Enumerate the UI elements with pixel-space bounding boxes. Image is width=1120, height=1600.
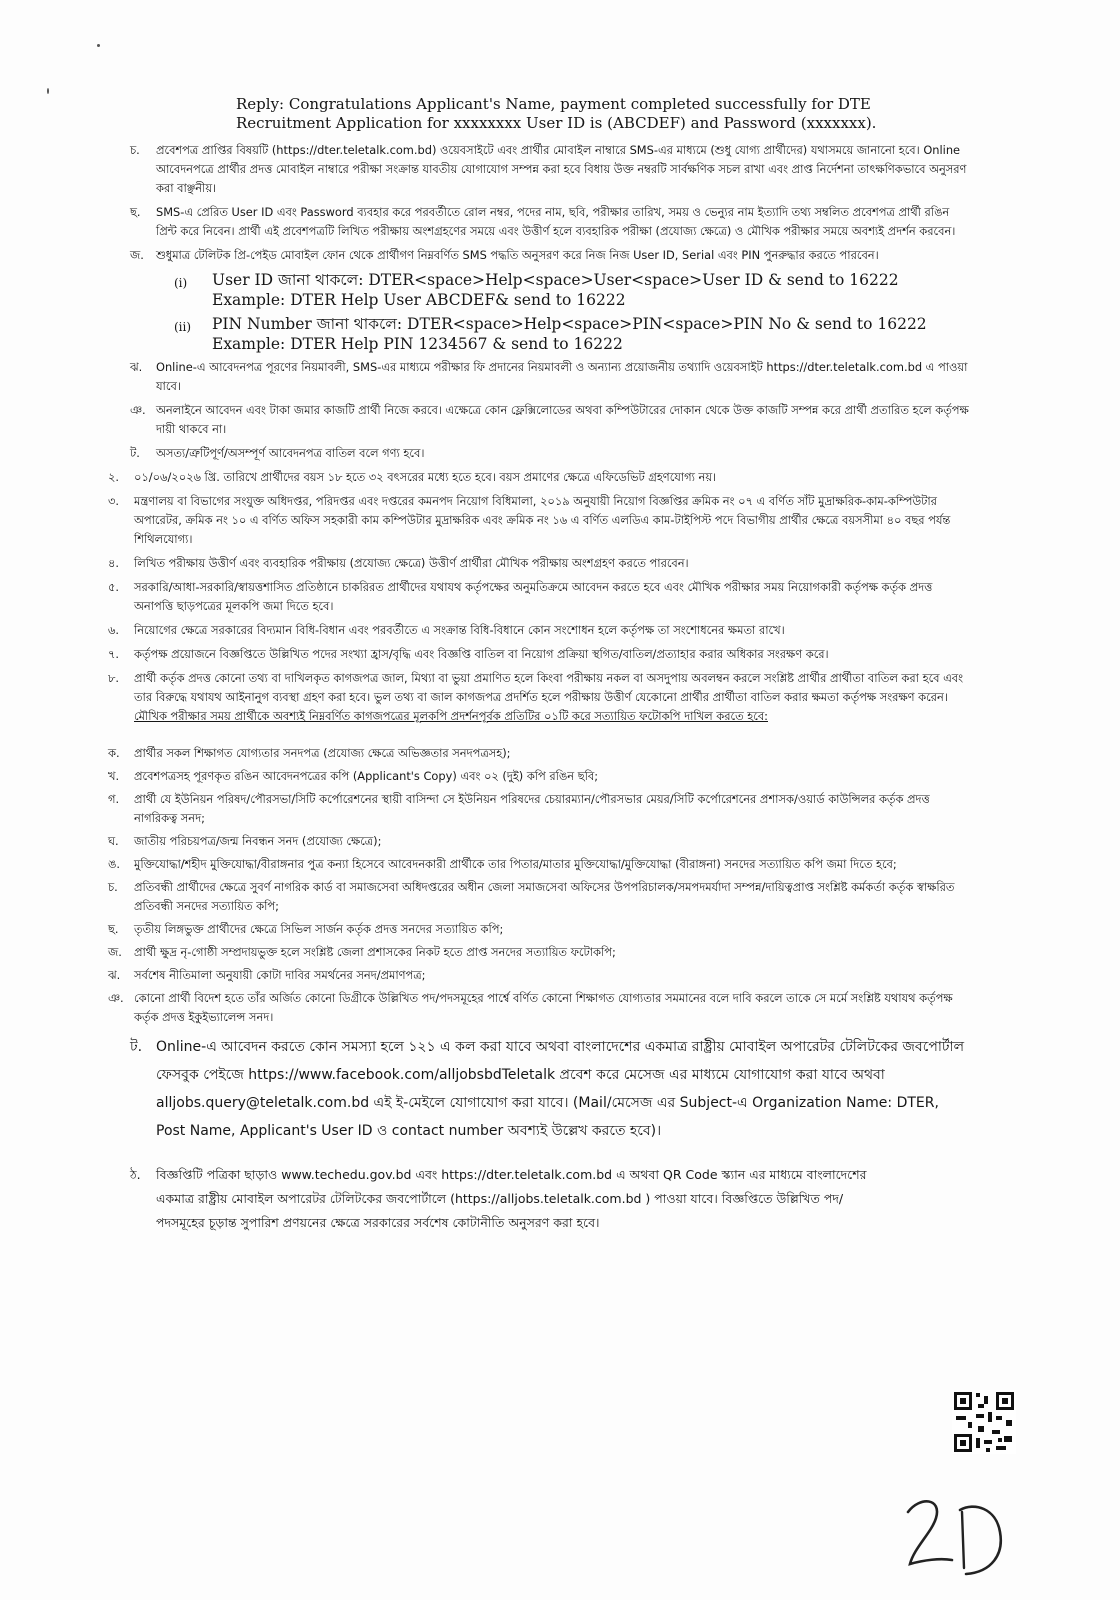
item-marker: ঙ. bbox=[108, 857, 120, 871]
item-text: প্রার্থী ক্ষুদ্র নৃ-গোষ্ঠী সম্প্রদায়ভুক্ত হলে সংশ্লিষ্ট জেলা প্রশাসকের নিকট হতে প্রাপ্ত সনদের সত্যায়িত ফটোকপি; bbox=[134, 945, 616, 959]
scan-speck bbox=[47, 88, 49, 94]
item-text: প্রার্থীর সকল শিক্ষাগত যোগ্যতার সনদপত্র (প্রযোজ্য ক্ষেত্রে অভিজ্ঞতার সনদপত্রসহ); bbox=[134, 746, 511, 760]
list-item bbox=[130, 358, 970, 396]
sub-item-marker: (i) bbox=[174, 276, 188, 290]
item-marker: ঞ. bbox=[130, 403, 146, 417]
item-marker: ঝ. bbox=[108, 968, 121, 982]
numbered-item bbox=[108, 468, 970, 487]
item-marker: ঞ. bbox=[108, 991, 124, 1005]
item-number: ৩. bbox=[108, 494, 120, 508]
numbered-item bbox=[108, 554, 970, 573]
item-text: মুক্তিযোদ্ধা/শহীদ মুক্তিযোদ্ধা/বীরাঙ্গনার পুত্র কন্যা হিসেবে আবেদনকারী প্রার্থীকে তার পিতার/মাতার মুক্তিযোদ্ধা/মুক্তিযোদ্ধা (বীরাঙ্গনা) সনদের সত্যায়িত কপি জমা দিতে হবে; bbox=[134, 857, 897, 871]
list-item bbox=[130, 401, 970, 439]
numbered-item bbox=[108, 578, 970, 616]
item-text: নিয়োগের ক্ষেত্রে সরকারের বিদ্যমান বিধি-বিধান এবং পরবর্তীতে এ সংক্রান্ত বিধি-বিধানে কোন সংশোধন হলে কর্তৃপক্ষ তা সংশোধনের ক্ষমতা রাখে। bbox=[134, 623, 785, 637]
item-marker: ছ. bbox=[130, 205, 141, 219]
item-text: প্রার্থী যে ইউনিয়ন পরিষদ/পৌরসভা/সিটি কর্পোরেশনের স্থায়ী বাসিন্দা সে ইউনিয়ন পরিষদের চেয়ারম্যান/পৌরসভার মেয়র/সিটি কর্পোরেশনের প্রশাসক/ওয়ার্ড কাউন্সিলর কর্তৃক প্রদত্ত নাগরিকত্ব সনদ; bbox=[134, 792, 930, 825]
list-item bbox=[130, 246, 970, 265]
item-number: ৫. bbox=[108, 580, 120, 594]
item-text: প্রবেশপত্র প্রাপ্তির বিষয়টি (https://dter.teletalk.com.bd) ওয়েবসাইটে এবং প্রার্থীর মোবাইল নাম্বারে SMS-এর মাধ্যমে (শুধু যোগ্য প্রার্থীদের) যথাসময়ে জানানো হবে। Online আবেদনপত্রে প্রার্থীর প্রদত্ত মোবাইল নাম্বারে পরীক্ষা সংক্রান্ত যাবতীয় যোগাযোগ সম্পন্ন করা হবে বিধায় উক্ত নম্বরটি সার্বক্ষণিক সচল রাখা এবং প্রাপ্ত নির্দেশনা তাৎক্ষণিকভাবে অনুসরণ করা বাঞ্ছনীয়। bbox=[156, 143, 967, 195]
document-item bbox=[108, 790, 970, 828]
qr-code-icon bbox=[952, 1390, 1016, 1454]
scan-speck bbox=[97, 44, 100, 47]
item-text: কর্তৃপক্ষ প্রয়োজনে বিজ্ঞপ্তিতে উল্লিখিত পদের সংখ্যা হ্রাস/বৃদ্ধি এবং বিজ্ঞপ্তি বাতিল বা নিয়োগ প্রক্রিয়া স্থগিত/বাতিল/প্রত্যাহার করার অধিকার সংরক্ষণ করে। bbox=[134, 647, 829, 661]
document-body bbox=[108, 95, 970, 1240]
sub-item-marker: (ii) bbox=[174, 320, 192, 334]
item-marker: চ. bbox=[108, 880, 118, 894]
online-help-paragraph bbox=[130, 1033, 970, 1145]
item-marker: ট. bbox=[130, 1039, 143, 1055]
item-text: ০১/০৬/২০২৬ খ্রি. তারিখে প্রার্থীদের বয়স ১৮ হতে ৩২ বৎসরের মধ্যে হতে হবে। বয়স প্রমাণের ক্ষেত্রে এফিডেভিট গ্রহণযোগ্য নয়। bbox=[134, 470, 717, 484]
item-text: SMS-এ প্রেরিত User ID এবং Password ব্যবহার করে পরবর্তীতে রোল নম্বর, পদের নাম, ছবি, পরীক্ষার তারিখ, সময় ও ভেন্যুর নাম ইত্যাদি তথ্য সম্বলিত প্রবেশপত্র প্রার্থী রঙিন প্রিন্ট করে নিবেন। প্রার্থী এই প্রবেশপত্রটি লিখিত পরীক্ষায় অংশগ্রহণের সময়ে এবং উত্তীর্ণ হলে ব্যবহারিক পরীক্ষা (প্রযোজ্য ক্ষেত্রে) ও মৌখিক পরীক্ষার সময়ে অবশ্যই প্রদর্শন করবেন। bbox=[156, 205, 956, 238]
item-text: শুধুমাত্র টেলিটক প্রি-পেইড মোবাইল ফোন থেকে প্রার্থীগণ নিম্নবর্ণিত SMS পদ্ধতি অনুসরণ করে নিজ নিজ User ID, Serial এবং PIN পুনরুদ্ধার করতে পারবেন। bbox=[156, 248, 879, 262]
sub-item-example: Example: DTER Help PIN 1234567 & send to 16222 bbox=[212, 335, 623, 353]
numbered-list bbox=[108, 468, 970, 726]
circular-availability-paragraph bbox=[130, 1163, 870, 1235]
reply-text: Reply: Congratulations Applicant's Name, payment completed successfully for DTE Recruitment Application for xxxxxxxx User ID is (ABCDEF) and Password (xxxxxxx). bbox=[236, 95, 877, 132]
item-text: কোনো প্রার্থী বিদেশ হতে তাঁর অর্জিত কোনো ডিগ্রীকে উল্লিখিত পদ/পদসমূহের পার্শ্বে বর্ণিত কোনো শিক্ষাগত যোগ্যতার সমমানের বলে দাবি করলে তাকে সে মর্মে সংশ্লিষ্ট যথাযথ কর্তৃপক্ষ কর্তৃক প্রদত্ত ইকুইভ্যালেন্স সনদ। bbox=[134, 991, 953, 1024]
document-item bbox=[108, 832, 970, 851]
list-item bbox=[130, 444, 970, 463]
item-text: Online-এ আবেদনপত্র পূরণের নিয়মাবলী, SMS-এর মাধ্যমে পরীক্ষার ফি প্রদানের নিয়মাবলী ও অন্যান্য প্রয়োজনীয় তথ্যাদি ওয়েবসাইট https://dter.teletalk.com.bd এ পাওয়া যাবে। bbox=[156, 360, 968, 393]
item-text: সর্বশেষ নীতিমালা অনুযায়ী কোটা দাবির সমর্থনের সনদ/প্রমাণপত্র; bbox=[134, 968, 426, 982]
document-item bbox=[108, 767, 970, 786]
document-item bbox=[108, 966, 970, 985]
item-marker: জ. bbox=[130, 248, 144, 262]
sub-item-line: User ID জানা থাকলে: DTER<space>Help<space>User<space>User ID & send to 16222 bbox=[212, 271, 899, 289]
underlined-instruction: মৌখিক পরীক্ষার সময় প্রার্থীকে অবশ্যই নিম্নবর্ণিত কাগজপত্রের মূলকপি প্রদর্শনপূর্বক প্রতিটির ০১টি করে সত্যায়িত ফটোকপি দাখিল করতে হবে: bbox=[134, 709, 768, 723]
item-text: প্রবেশপত্রসহ পূরণকৃত রঙিন আবেদনপত্রের কপি (Applicant's Copy) এবং ০২ (দুই) কপি রঙিন ছবি; bbox=[134, 769, 599, 783]
item-text: প্রার্থী কর্তৃক প্রদত্ত কোনো তথ্য বা দাখিলকৃত কাগজপত্র জাল, মিথ্যা বা ভুয়া প্রমাণিত হলে কিংবা পরীক্ষায় নকল বা অসদুপায় অবলম্বন করলে সংশ্লিষ্ট প্রার্থীর প্রার্থীতা বাতিল করা হবে এবং তার বিরুদ্ধে যথাযথ আইনানুগ ব্যবস্থা গ্রহণ করা হবে। ভুল তথ্য বা জাল কাগজপত্র প্রদর্শিত হলে পরীক্ষায় উত্তীর্ণ যেকোনো প্রার্থীর প্রার্থীতা বাতিল করার ক্ষমতা কর্তৃপক্ষ সংরক্ষণ করেন। bbox=[134, 671, 964, 704]
item-marker: ট. bbox=[130, 446, 140, 460]
item-text: তৃতীয় লিঙ্গভুক্ত প্রার্থীদের ক্ষেত্রে সিভিল সার্জন কর্তৃক প্রদত্ত সনদের সত্যায়িত কপি; bbox=[134, 922, 504, 936]
item-marker: জ. bbox=[108, 945, 122, 959]
item-text: মন্ত্রণালয় বা বিভাগের সংযুক্ত অধিদপ্তর, পরিদপ্তর এবং দপ্তরের কমনপদ নিয়োগ বিধিমালা, ২০১৯ অনুযায়ী নিয়োগ বিজ্ঞপ্তির ক্রমিক নং ০৭ এ বর্ণিত সাঁট মুদ্রাক্ষরিক-কাম-কম্পিউটার অপারেটর, ক্রমিক নং ১০ এ বর্ণিত অফিস সহকারী কাম কম্পিউটার মুদ্রাক্ষরিক এবং ক্রমিক নং ১৬ এ বর্ণিত এলডিএ কাম-টাইপিস্ট পদে বিভাগীয় প্রার্থীর ক্ষেত্রে বয়সসীমা ৪০ বছর পর্যন্ত শিথিলযোগ্য। bbox=[134, 494, 951, 546]
item-text: জাতীয় পরিচয়পত্র/জন্ম নিবন্ধন সনদ (প্রযোজ্য ক্ষেত্রে); bbox=[134, 834, 382, 848]
item-marker: গ. bbox=[108, 792, 120, 806]
item-marker: ক. bbox=[108, 746, 120, 760]
item-marker: ঝ. bbox=[130, 360, 143, 374]
item-text: Online-এ আবেদন করতে কোন সমস্যা হলে ১২১ এ কল করা যাবে অথবা বাংলাদেশের একমাত্র রাষ্ট্রীয় মোবাইল অপারেটর টেলিটকের জবপোর্টাল ফেসবুক পেইজে https://www.facebook.com/alljobsbdTeletalk প্রবেশ করে মেসেজ এর মাধ্যমে যোগাযোগ করা যাবে অথবা alljobs.query@teletalk.com.bd এই ই-মেইলে যোগাযোগ করা যাবে। (Mail/মেসেজ এর Subject-এ Organization Name: DTER, Post Name, Applicant's User ID ও contact number অবশ্যই উল্লেখ করতে হবে)। bbox=[156, 1039, 965, 1139]
item-marker: ঠ. bbox=[130, 1167, 141, 1182]
list-item bbox=[130, 141, 970, 198]
item-text: প্রতিবন্ধী প্রার্থীদের ক্ষেত্রে সুবর্ণ নাগরিক কার্ড বা সমাজসেবা অধিদপ্তরের অধীন জেলা সমাজসেবা অফিসের উপপরিচালক/সমপদমর্যাদা সম্পন্ন/দায়িত্বপ্রাপ্ত সংশ্লিষ্ট কর্মকর্তা কর্তৃক স্বাক্ষরিত প্রতিবন্ধী সনদের সত্যায়িত কপি; bbox=[134, 880, 955, 913]
sub-item-line: PIN Number জানা থাকলে: DTER<space>Help<space>PIN<space>PIN No & send to 16222 bbox=[212, 315, 927, 333]
item-text: বিজ্ঞপ্তিটি পত্রিকা ছাড়াও www.techedu.gov.bd এবং https://dter.teletalk.com.bd এ অথবা QR Code স্ক্যান এর মাধ্যমে বাংলাদেশের একমাত্র রাষ্ট্রীয় মোবাইল অপারেটর টেলিটকের জবপোর্টালে (https://alljobs.teletalk.com.bd ) পাওয়া যাবে। বিজ্ঞপ্তিতে উল্লিখিত পদ/পদসমূহের চূড়ান্ত সুপারিশ প্রণয়নের ক্ষেত্রে সরকারের সর্বশেষ কোটানীতি অনুসরণ করা হবে। bbox=[156, 1167, 867, 1230]
document-item bbox=[108, 855, 970, 874]
item-number: ২. bbox=[108, 470, 120, 484]
item-text: সরকারি/আধা-সরকারি/স্বায়ত্তশাসিত প্রতিষ্ঠানে চাকরিরত প্রার্থীদের যথাযথ কর্তৃপক্ষের অনুমতিক্রমে আবেদন করতে হবে এবং মৌখিক পরীক্ষার সময় নিয়োগকারী কর্তৃপক্ষ কর্তৃক প্রদত্ত অনাপত্তি ছাড়পত্রের মূলকপি জমা দিতে হবে। bbox=[134, 580, 933, 613]
item-number: ৮. bbox=[108, 671, 120, 685]
item-number: ৪. bbox=[108, 556, 120, 570]
items-list-a bbox=[130, 141, 970, 265]
sms-sub-item bbox=[174, 270, 970, 310]
items-list-b bbox=[130, 358, 970, 463]
item-marker: ঘ. bbox=[108, 834, 119, 848]
list-item bbox=[130, 203, 970, 241]
document-item bbox=[108, 989, 970, 1027]
item-text-group bbox=[134, 669, 970, 726]
sub-item-example: Example: DTER Help User ABCDEF& send to 16222 bbox=[212, 291, 626, 309]
item-text: লিখিত পরীক্ষায় উত্তীর্ণ এবং ব্যবহারিক পরীক্ষায় (প্রযোজ্য ক্ষেত্রে) উত্তীর্ণ প্রার্থীরা মৌখিক পরীক্ষায় অংশগ্রহণ করতে পারবেন। bbox=[134, 556, 689, 570]
document-item bbox=[108, 878, 970, 916]
item-text: অসত্য/ত্রুটিপূর্ণ/অসম্পূর্ণ আবেদনপত্র বাতিল বলে গণ্য হবে। bbox=[156, 446, 425, 460]
item-number: ৬. bbox=[108, 623, 120, 637]
numbered-item bbox=[108, 669, 970, 726]
item-text: অনলাইনে আবেদন এবং টাকা জমার কাজটি প্রার্থী নিজে করবে। এক্ষেত্রে কোন ফ্লেক্সিলোডের অথবা কম্পিউটারের দোকান থেকে উক্ত কাজটি সম্পন্ন করে প্রার্থী প্রতারিত হলে কর্তৃপক্ষ দায়ী থাকবে না। bbox=[156, 403, 969, 436]
signature-icon bbox=[900, 1490, 1010, 1580]
numbered-item bbox=[108, 645, 970, 664]
numbered-item bbox=[108, 621, 970, 640]
required-documents-list bbox=[108, 744, 970, 1027]
document-item bbox=[108, 943, 970, 962]
item-marker: খ. bbox=[108, 769, 120, 783]
numbered-item bbox=[108, 492, 970, 549]
document-item bbox=[108, 744, 970, 763]
sms-sub-item bbox=[174, 314, 970, 354]
item-number: ৭. bbox=[108, 647, 120, 661]
item-marker: ছ. bbox=[108, 922, 119, 936]
document-item bbox=[108, 920, 970, 939]
item-marker: চ. bbox=[130, 143, 140, 157]
